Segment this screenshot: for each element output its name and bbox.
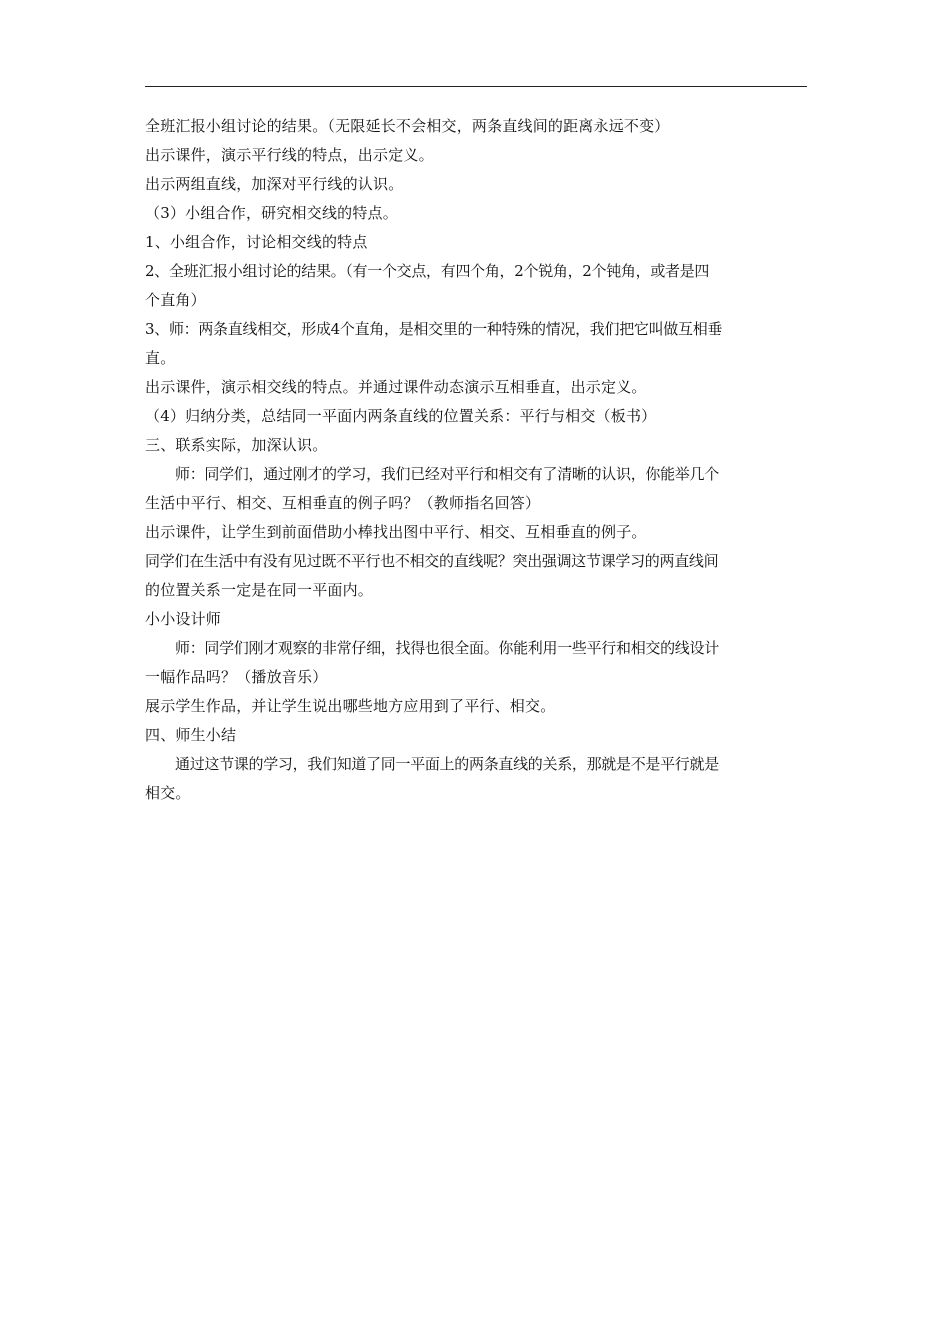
text-line: 的位置关系一定是在同一平面内。 — [145, 581, 374, 599]
text-line: 一幅作品吗？（播放音乐） — [145, 668, 328, 686]
section-heading: （3）小组合作，研究相交线的特点。 — [145, 204, 398, 222]
header-rule — [145, 86, 807, 87]
text-line: 通过这节课的学习，我们知道了同一平面上的两条直线的关系，那就是不是平行就是 — [175, 755, 719, 773]
text-line: 1、小组合作，讨论相交线的特点 — [145, 233, 368, 251]
section-heading: 三、联系实际，加深认识。 — [145, 436, 328, 454]
text-line: 直。 — [145, 349, 176, 367]
document-body — [145, 112, 807, 808]
text-line: 相交。 — [145, 784, 191, 802]
text-line: 出示课件，让学生到前面借助小棒找出图中平行、相交、互相垂直的例子。 — [145, 523, 647, 541]
text-line: 同学们在生活中有没有见过既不平行也不相交的直线呢？突出强调这节课学习的两直线间 — [145, 552, 719, 570]
text-line: 生活中平行、相交、互相垂直的例子吗？（教师指名回答） — [145, 494, 541, 512]
text-line: 2、全班汇报小组讨论的结果。（有一个交点，有四个角，2个锐角，2个钝角，或者是四 — [145, 262, 710, 280]
text-line: 师：同学们刚才观察的非常仔细，找得也很全面。你能利用一些平行和相交的线设计 — [175, 639, 719, 657]
text-line: 出示课件，演示相交线的特点。并通过课件动态演示互相垂直，出示定义。 — [145, 378, 647, 396]
text-line: 个直角） — [145, 291, 206, 309]
section-heading: （4）归纳分类，总结同一平面内两条直线的位置关系：平行与相交（板书） — [145, 407, 657, 425]
text-line: 全班汇报小组讨论的结果。（无限延长不会相交，两条直线间的距离永远不变） — [145, 117, 670, 135]
text-line: 3、师：两条直线相交，形成4个直角，是相交里的一种特殊的情况，我们把它叫做互相垂 — [145, 320, 723, 338]
text-line: 师：同学们，通过刚才的学习，我们已经对平行和相交有了清晰的认识，你能举几个 — [175, 465, 719, 483]
text-line: 展示学生作品，并让学生说出哪些地方应用到了平行、相交。 — [145, 697, 556, 715]
section-heading: 小小设计师 — [145, 610, 222, 628]
text-line: 出示两组直线，加深对平行线的认识。 — [145, 175, 404, 193]
section-heading: 四、师生小结 — [145, 726, 237, 744]
text-line: 出示课件，演示平行线的特点，出示定义。 — [145, 146, 434, 164]
